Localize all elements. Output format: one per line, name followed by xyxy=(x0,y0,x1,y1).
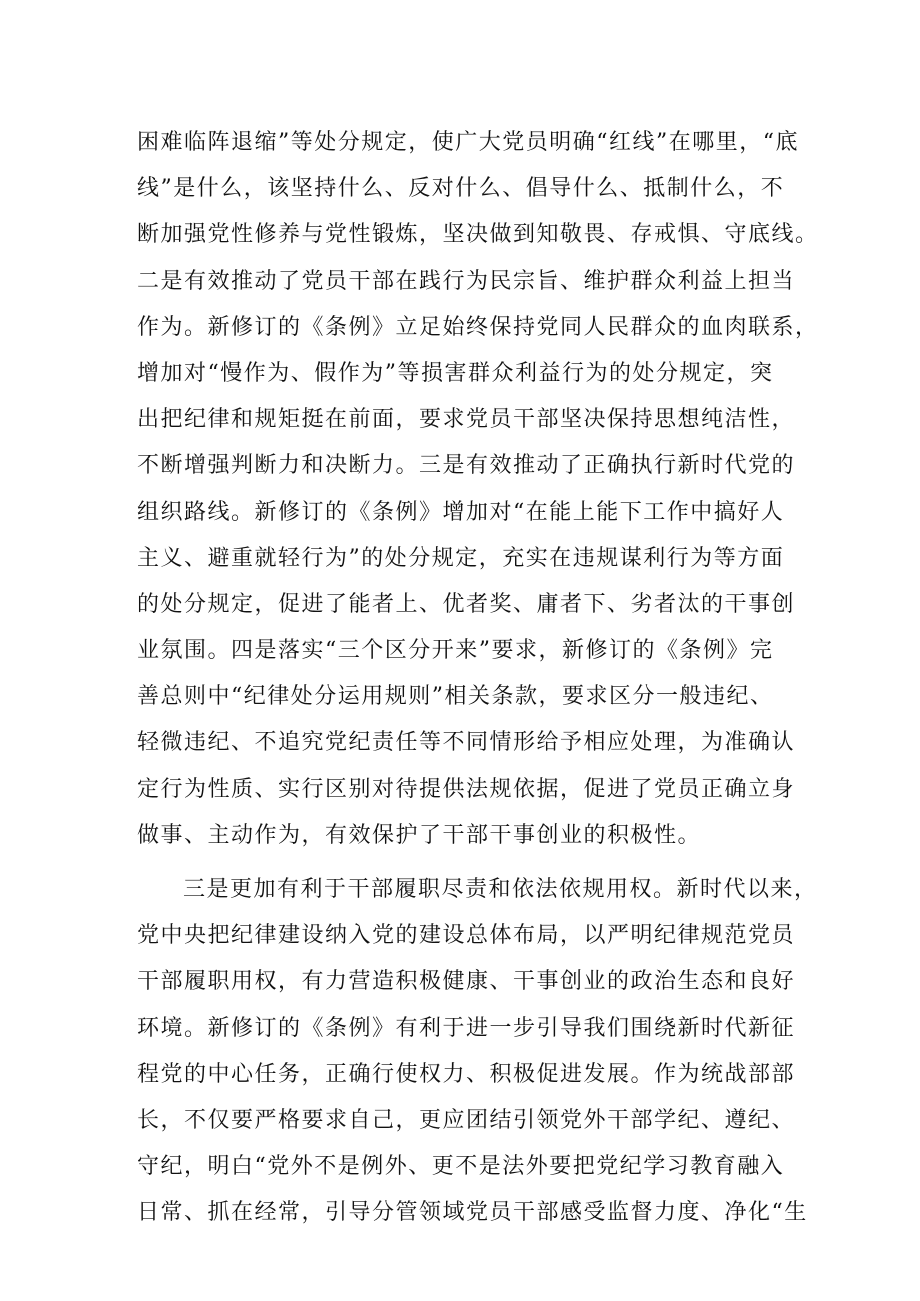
paragraph-gap xyxy=(137,859,797,867)
text-line: 守纪，明白“党外不是例外、更不是法外要把党纪学习教育融入 xyxy=(137,1154,785,1180)
text-line-first: 三是更加有利于干部履职尽责和依法依规用权。新时代以来， xyxy=(183,877,818,902)
text-line: 定行为性质、实行区别对待提供法规依据，促进了党员正确立身 xyxy=(137,776,796,802)
text-line: 干部履职用权，有力营造积极健康、干事创业的政治生态和良好 xyxy=(137,969,796,995)
text-line: 组织路线。新修订的《条例》增加对“在能上能下工作中搞好人 xyxy=(137,499,785,525)
text-line: 增加对“慢作为、假作为”等损害群众利益行为的处分规定，突 xyxy=(137,360,774,386)
text-line: 断加强党性修养与党性锻炼，坚决做到知敬畏、存戒惧、守底线。 xyxy=(137,222,819,248)
paragraph-1 xyxy=(137,120,819,859)
text-line: 作为。新修订的《条例》立足始终保持党同人民群众的血肉联系， xyxy=(137,314,819,340)
text-line: 二是有效推动了党员干部在践行为民宗旨、维护群众利益上担当 xyxy=(137,268,796,294)
text-line: 线”是什么，该坚持什么、反对什么、倡导什么、抵制什么，不 xyxy=(137,176,785,202)
text-line: 做事、主动作为，有效保护了干部干事创业的积极性。 xyxy=(137,822,702,848)
text-line: 善总则中“纪律处分运用规则”相关条款，要求区分一般违纪、 xyxy=(137,684,774,710)
text-line: 出把纪律和规矩挺在前面，要求党员干部坚决保持思想纯洁性， xyxy=(137,407,796,433)
text-line: 长，不仅要严格要求自己，更应团结引领党外干部学纪、遵纪、 xyxy=(137,1107,796,1133)
text-line: 日常、抓在经常，引导分管领域党员干部感受监督力度、净化“生 xyxy=(137,1200,808,1226)
text-line: 主义、避重就轻行为”的处分规定，充实在违规谋利行为等方面 xyxy=(137,545,785,571)
document-body xyxy=(137,120,819,1237)
paragraph-2 xyxy=(137,867,818,1237)
text-line: 的处分规定，促进了能者上、优者奖、庸者下、劣者汰的干事创 xyxy=(137,591,796,617)
text-line: 党中央把纪律建设纳入党的建设总体布局，以严明纪律规范党员 xyxy=(137,923,796,949)
text-line: 轻微违纪、不追究党纪责任等不同情形给予相应处理，为准确认 xyxy=(137,730,796,756)
text-line: 业氛围。四是落实“三个区分开来”要求，新修订的《条例》完 xyxy=(137,638,774,664)
text-line: 程党的中心任务，正确行使权力、积极促进发展。作为统战部部 xyxy=(137,1061,796,1087)
text-line: 不断增强判断力和决断力。三是有效推动了正确执行新时代党的 xyxy=(137,453,796,479)
text-line: 环境。新修订的《条例》有利于进一步引导我们围绕新时代新征 xyxy=(137,1015,796,1041)
text-line: 困难临阵退缩”等处分规定，使广大党员明确“红线”在哪里，“底 xyxy=(137,130,799,155)
